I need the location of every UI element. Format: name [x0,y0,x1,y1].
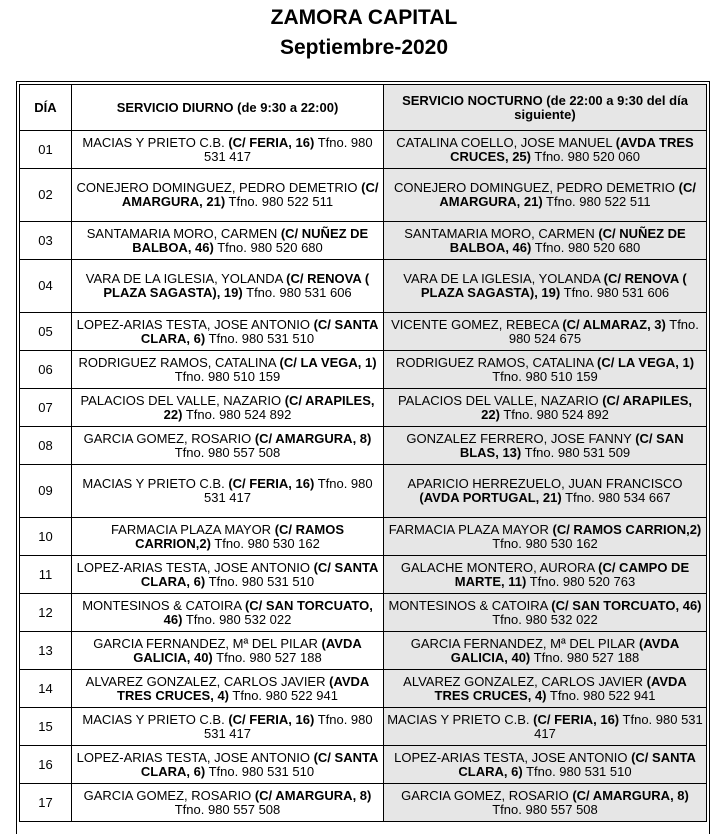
day-service-cell [72,313,384,351]
pharmacy-name: VICENTE GOMEZ, REBECA [391,316,559,332]
day-cell: 12 [19,594,72,632]
pharmacy-phone: Tfno. 980 520 763 [529,573,636,589]
pharmacy-phone: Tfno. 980 531 510 [526,763,632,779]
column-header-night-service: SERVICIO NOCTURNO (de 22:00 a 9:30 del día siguiente) [384,84,707,131]
pharmacy-address: (AVDA GALICIA, 40) [450,635,680,665]
pharmacy-name: GARCIA GOMEZ, ROSARIO [401,787,569,803]
pharmacy-name: GARCIA FERNANDEZ, Mª DEL PILAR [93,635,318,651]
pharmacy-address: (C/ RAMOS CARRION,2) [552,521,702,537]
table-row [19,351,707,389]
pharmacy-name: MACIAS Y PRIETO C.B. [82,476,225,491]
pharmacy-phone: Tfno. 980 532 022 [185,611,292,627]
day-cell: 01 [19,131,72,169]
pharmacy-address: (AVDA TRES CRUCES, 4) [117,673,370,703]
pharmacy-name: PALACIOS DEL VALLE, NAZARIO [80,392,282,408]
night-service-cell [384,169,707,222]
table-row [19,556,707,594]
pharmacy-address: (C/ CAMPO DE MARTE, 11) [454,559,690,589]
pharmacy-address: (C/ FERIA, 16) [533,711,620,727]
pharmacy-address: (C/ SANTA CLARA, 6) [458,749,696,779]
pharmacy-address: (C/ SANTA CLARA, 6) [140,316,379,346]
day-cell: 16 [19,746,72,784]
pharmacy-name: GARCIA GOMEZ, ROSARIO [83,787,252,803]
table-row [19,260,707,313]
day-service-cell [72,632,384,670]
pharmacy-name: FARMACIA PLAZA MAYOR [110,521,272,537]
pharmacy-address: (C/ RENOVA ( PLAZA SAGASTA), 19) [420,271,687,300]
table-row [19,518,707,556]
pharmacy-name: GARCIA GOMEZ, ROSARIO [83,430,252,446]
pharmacy-phone: Tfno. 980 527 188 [216,649,322,665]
day-cell: 11 [19,556,72,594]
night-service-cell [384,594,707,632]
column-header-day: DÍA [19,84,72,131]
night-service-cell [384,670,707,708]
night-service-cell [384,518,707,556]
day-cell: 09 [19,465,72,518]
night-service-cell [384,784,707,822]
pharmacy-address: (C/ SAN TORCUATO, 46) [551,597,702,613]
pharmacy-name: RODRIGUEZ RAMOS, CATALINA [395,354,594,370]
pharmacy-address: (C/ AMARGURA, 8) [254,430,372,446]
column-header-day-service: SERVICIO DIURNO (de 9:30 a 22:00) [72,84,384,131]
pharmacy-name: VARA DE LA IGLESIA, YOLANDA [403,271,601,286]
pharmacy-phone: Tfno. 980 531 417 [204,134,373,164]
pharmacy-name: GALACHE MONTERO, AURORA [400,559,595,575]
pharmacy-phone: Tfno. 980 524 675 [508,316,699,346]
pharmacy-name: LOPEZ-ARIAS TESTA, JOSE ANTONIO [76,316,310,332]
day-cell: 10 [19,518,72,556]
night-service-cell [384,131,707,169]
pharmacy-name: APARICIO HERREZUELO, JUAN FRANCISCO [407,476,683,491]
pharmacy-phone: Tfno. 980 557 508 [492,801,598,817]
pharmacy-phone: Tfno. 980 531 417 [534,711,703,741]
pharmacy-address: (AVDA TRES CRUCES, 25) [450,134,694,164]
pharmacy-name: LOPEZ-ARIAS TESTA, JOSE ANTONIO [76,749,310,765]
pharmacy-address: (C/ LA VEGA, 1) [597,354,695,370]
pharmacy-address: (C/ FERIA, 16) [228,711,315,727]
table-row [19,169,707,222]
day-cell: 08 [19,427,72,465]
pharmacy-name: MACIAS Y PRIETO C.B. [82,134,225,150]
table-row [19,222,707,260]
day-cell: 14 [19,670,72,708]
pharmacy-phone: Tfno. 980 524 892 [503,406,609,422]
pharmacy-name: MACIAS Y PRIETO C.B. [82,711,225,727]
pharmacy-phone: Tfno. 980 532 022 [492,611,598,627]
pharmacy-address: (C/ SANTA CLARA, 6) [140,559,379,589]
page-title: ZAMORA CAPITAL [270,6,458,29]
pharmacy-phone: Tfno. 980 520 680 [534,239,641,255]
day-cell: 05 [19,313,72,351]
table-row [19,313,707,351]
pharmacy-address: (AVDA PORTUGAL, 21) [419,490,562,505]
pharmacy-name: MONTESINOS & CATOIRA [388,597,548,613]
pharmacy-address: (C/ NUÑEZ DE BALBOA, 46) [449,225,686,255]
pharmacy-name: ALVAREZ GONZALEZ, CARLOS JAVIER [85,673,326,689]
pharmacy-phone: Tfno. 980 531 417 [204,711,373,741]
day-service-cell [72,222,384,260]
day-cell: 17 [19,784,72,822]
pharmacy-phone: Tfno. 980 531 606 [246,285,352,300]
pharmacy-phone: Tfno. 980 520 680 [217,239,323,255]
pharmacy-phone: Tfno. 980 530 162 [492,535,598,551]
pharmacy-address: (C/ ARAPILES, 22) [163,392,375,422]
pharmacy-address: (C/ ALMARAZ, 3) [562,316,666,332]
pharmacy-phone: Tfno. 980 522 941 [232,687,338,703]
day-service-cell [72,169,384,222]
day-service-cell [72,556,384,594]
table-row [19,632,707,670]
pharmacy-name: PALACIOS DEL VALLE, NAZARIO [397,392,599,408]
pharmacy-phone: Tfno. 980 510 159 [492,368,598,384]
pharmacy-phone: Tfno. 980 534 667 [565,490,671,505]
day-service-cell [72,465,384,518]
pharmacy-phone: Tfno. 980 522 511 [546,194,651,209]
day-service-cell [72,260,384,313]
day-cell: 04 [19,260,72,313]
table-row [19,389,707,427]
table-row [19,465,707,518]
table-row [19,594,707,632]
pharmacy-name: CONEJERO DOMINGUEZ, PEDRO DEMETRIO [394,180,675,195]
table-row [19,131,707,169]
pharmacy-phone: Tfno. 980 530 162 [214,535,320,551]
pharmacy-phone: Tfno. 980 557 508 [174,444,281,460]
pharmacy-address: (C/ RENOVA ( PLAZA SAGASTA), 19) [103,271,370,300]
pharmacy-name: LOPEZ-ARIAS TESTA, JOSE ANTONIO [394,749,628,765]
pharmacy-address: (C/ AMARGURA, 21) [121,180,379,209]
night-service-cell [384,313,707,351]
pharmacy-name: GONZALEZ FERRERO, JOSE FANNY [406,430,632,446]
day-service-cell [72,427,384,465]
pharmacy-address: (C/ AMARGURA, 8) [254,787,372,803]
day-cell: 13 [19,632,72,670]
day-service-cell [72,351,384,389]
table-row [19,784,707,822]
night-service-cell [384,427,707,465]
pharmacy-phone: Tfno. 980 531 510 [208,573,315,589]
night-service-cell [384,389,707,427]
night-service-cell [384,632,707,670]
pharmacy-phone: Tfno. 980 520 060 [534,148,640,164]
pharmacy-phone: Tfno. 980 557 508 [174,801,281,817]
day-service-cell [72,131,384,169]
day-cell: 15 [19,708,72,746]
table-row [19,427,707,465]
pharmacy-address: (C/ FERIA, 16) [228,476,315,491]
pharmacy-name: VARA DE LA IGLESIA, YOLANDA [85,271,283,286]
pharmacy-address: (C/ RAMOS CARRION,2) [135,521,345,551]
pharmacy-name: FARMACIA PLAZA MAYOR [388,521,549,537]
page-subtitle: Septiembre-2020 [279,36,449,59]
pharmacy-name: CATALINA COELLO, JOSE MANUEL [396,134,613,150]
day-cell: 02 [19,169,72,222]
pharmacy-phone: Tfno. 980 524 892 [185,406,292,422]
pharmacy-address: (C/ LA VEGA, 1) [279,354,377,370]
day-cell: 03 [19,222,72,260]
day-service-cell [72,708,384,746]
night-service-cell [384,222,707,260]
pharmacy-address: (C/ FERIA, 16) [228,134,315,150]
pharmacy-address: (C/ AMARGURA, 8) [572,787,689,803]
pharmacy-address: (AVDA GALICIA, 40) [133,635,362,665]
pharmacy-phone: Tfno. 980 527 188 [533,649,640,665]
pharmacy-schedule-table [19,84,707,822]
pharmacy-name: MACIAS Y PRIETO C.B. [387,711,530,727]
pharmacy-name: RODRIGUEZ RAMOS, CATALINA [78,354,276,370]
pharmacy-name: SANTAMARIA MORO, CARMEN [404,225,595,241]
pharmacy-address: (C/ SAN BLAS, 13) [459,430,684,460]
pharmacy-address: (C/ NUÑEZ DE BALBOA, 46) [132,225,369,255]
pharmacy-name: LOPEZ-ARIAS TESTA, JOSE ANTONIO [76,559,310,575]
night-service-cell [384,556,707,594]
table-row [19,670,707,708]
pharmacy-name: SANTAMARIA MORO, CARMEN [86,225,278,241]
pharmacy-phone: Tfno. 980 522 941 [549,687,656,703]
table-row [19,746,707,784]
pharmacy-address: (C/ SAN TORCUATO, 46) [163,597,373,627]
pharmacy-name: ALVAREZ GONZALEZ, CARLOS JAVIER [403,673,643,689]
night-service-cell [384,746,707,784]
day-service-cell [72,746,384,784]
pharmacy-name: CONEJERO DOMINGUEZ, PEDRO DEMETRIO [76,180,358,195]
pharmacy-address: (C/ AMARGURA, 21) [439,180,696,209]
pharmacy-phone: Tfno. 980 510 159 [174,368,281,384]
pharmacy-phone: Tfno. 980 531 417 [204,476,373,505]
pharmacy-name: MONTESINOS & CATOIRA [82,597,242,613]
pharmacy-phone: Tfno. 980 531 509 [524,444,631,460]
night-service-cell [384,465,707,518]
pharmacy-name: GARCIA FERNANDEZ, Mª DEL PILAR [410,635,636,651]
day-service-cell [72,670,384,708]
day-service-cell [72,518,384,556]
day-service-cell [72,594,384,632]
day-service-cell [72,389,384,427]
table-row [19,708,707,746]
day-cell: 07 [19,389,72,427]
night-service-cell [384,708,707,746]
pharmacy-phone: Tfno. 980 531 510 [208,763,315,779]
pharmacy-phone: Tfno. 980 522 511 [228,194,334,209]
night-service-cell [384,351,707,389]
pharmacy-phone: Tfno. 980 531 510 [208,330,315,346]
pharmacy-address: (AVDA TRES CRUCES, 4) [434,673,687,703]
pharmacy-address: (C/ ARAPILES, 22) [481,392,693,422]
pharmacy-phone: Tfno. 980 531 606 [563,285,670,300]
pharmacy-address: (C/ SANTA CLARA, 6) [140,749,379,779]
day-cell: 06 [19,351,72,389]
night-service-cell [384,260,707,313]
day-service-cell [72,784,384,822]
